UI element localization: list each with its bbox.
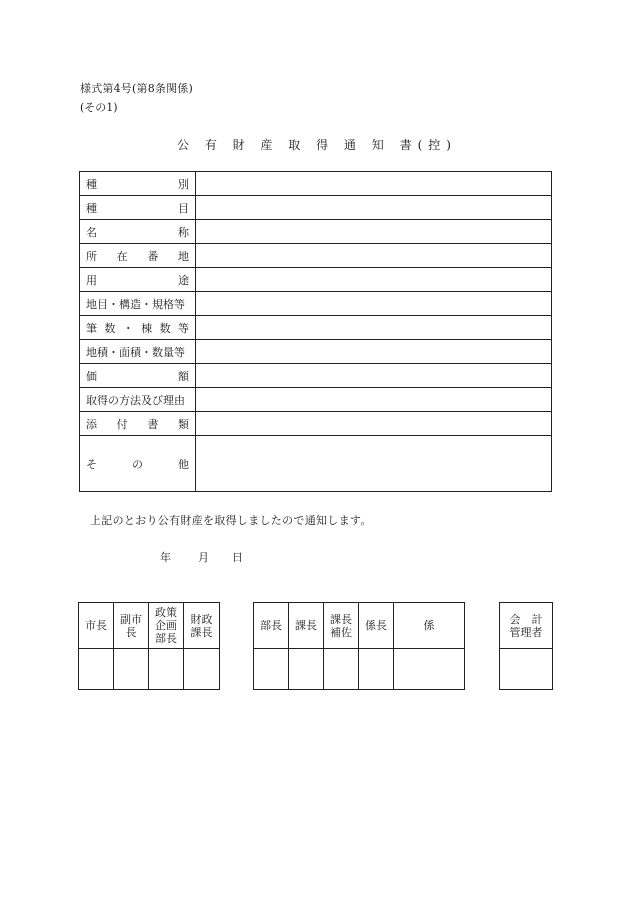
stamp-box[interactable] — [359, 649, 394, 690]
row-value-cell[interactable] — [196, 268, 552, 292]
stamp-header-line: 課長 — [295, 619, 317, 632]
row-label — [80, 292, 196, 316]
stamp-header-line: 政策 — [155, 606, 177, 619]
row-label-char: の — [132, 457, 143, 471]
table-row — [80, 436, 552, 492]
table-row — [80, 268, 552, 292]
row-value-cell[interactable] — [196, 196, 552, 220]
row-label-char: 書 — [147, 417, 159, 431]
row-label — [80, 412, 196, 436]
stamp-box[interactable] — [79, 649, 114, 690]
table-row — [80, 220, 552, 244]
table-row — [80, 364, 552, 388]
row-label — [80, 220, 196, 244]
stamp-header-line: 補佐 — [330, 625, 352, 639]
row-label-char: 数 — [159, 321, 171, 335]
table-row — [80, 292, 552, 316]
stamp-box[interactable] — [324, 649, 359, 690]
stamp-header-line: 長 — [125, 625, 137, 639]
row-label-char: 額 — [178, 369, 189, 383]
row-label-char: 用 — [86, 273, 97, 287]
stamp-header-line: 部長 — [155, 632, 177, 645]
stamp-header-line: 係 — [423, 619, 435, 632]
row-label — [80, 388, 196, 412]
stamp-header-line: 部長 — [260, 619, 282, 632]
stamp-header — [394, 603, 465, 649]
row-label-char: ・ — [122, 321, 134, 335]
row-label — [80, 340, 196, 364]
table-row — [80, 196, 552, 220]
stamp-box[interactable] — [114, 649, 149, 690]
row-label-char: 類 — [177, 417, 189, 431]
stamp-header-line: 管理者 — [509, 625, 543, 639]
table-row — [80, 316, 552, 340]
table-row — [80, 412, 552, 436]
row-value-cell[interactable] — [196, 412, 552, 436]
stamp-header-line: 課長 — [190, 625, 213, 639]
approval-stamp-group-mayor — [78, 602, 220, 690]
row-label-char: 在 — [116, 249, 128, 263]
row-label-char: 目 — [178, 201, 189, 215]
stamp-box[interactable] — [184, 649, 220, 690]
row-label — [80, 196, 196, 220]
stamp-header — [79, 603, 114, 649]
stamp-header — [149, 603, 184, 649]
row-label-char: 別 — [178, 177, 189, 191]
stamp-box[interactable] — [500, 649, 553, 690]
row-label-char: そ — [86, 457, 97, 471]
stamp-box[interactable] — [149, 649, 184, 690]
row-label-char: 途 — [178, 273, 189, 287]
stamp-header — [359, 603, 394, 649]
row-label-char: 筆 — [86, 321, 97, 335]
stamp-box[interactable] — [254, 649, 289, 690]
row-label-char: 番 — [147, 249, 159, 263]
row-value-cell[interactable] — [196, 220, 552, 244]
row-value-cell[interactable] — [196, 364, 552, 388]
row-value-cell[interactable] — [196, 316, 552, 340]
table-row — [80, 244, 552, 268]
stamp-header-line: 市長 — [85, 619, 107, 632]
approval-stamp-group-accounting — [499, 602, 553, 690]
row-label-char: 種 — [86, 177, 97, 191]
row-value-cell[interactable] — [196, 292, 552, 316]
row-label-char: 名 — [86, 225, 97, 239]
row-label-char: 称 — [178, 225, 189, 239]
stamp-header — [184, 603, 220, 649]
row-value-cell[interactable] — [196, 244, 552, 268]
row-label-char: 添 — [86, 417, 97, 431]
date-month-label: 月 — [198, 551, 209, 564]
row-label-char: 等 — [177, 321, 189, 335]
row-label — [80, 316, 196, 340]
date-year-label: 年 — [160, 551, 171, 564]
row-label-char: 他 — [178, 457, 189, 471]
row-value-cell[interactable] — [196, 436, 552, 492]
table-row — [80, 388, 552, 412]
row-label-char: 所 — [86, 249, 97, 263]
approval-stamp-group-department — [253, 602, 465, 690]
row-label-char: 地目・構造・規格等 — [86, 297, 185, 311]
table-row — [80, 340, 552, 364]
document-title: 公 有 財 産 取 得 通 知 書(控) — [177, 138, 457, 152]
form-number: 様式第4号(第8条関係) — [80, 82, 193, 95]
stamp-header-line: 財政 — [190, 612, 213, 626]
row-value-cell[interactable] — [196, 172, 552, 196]
stamp-header — [254, 603, 289, 649]
date-day-label: 日 — [232, 551, 243, 564]
stamp-box[interactable] — [289, 649, 324, 690]
stamp-header-line: 会 計 — [509, 612, 543, 626]
stamp-header-line: 副市 — [120, 612, 142, 626]
stamp-header-line: 課長 — [330, 612, 352, 626]
stamp-header — [324, 603, 359, 649]
row-label — [80, 244, 196, 268]
stamp-header — [114, 603, 149, 649]
row-label — [80, 268, 196, 292]
table-row — [80, 172, 552, 196]
row-label-char: 価 — [86, 369, 97, 383]
row-label-char: 取得の方法及び理由 — [86, 393, 185, 407]
row-label-char: 地積・面積・数量等 — [86, 345, 185, 359]
row-label-char: 付 — [116, 417, 128, 431]
notification-statement: 上記のとおり公有財産を取得しましたので通知します。 — [90, 514, 372, 527]
row-label-char: 棟 — [141, 321, 153, 335]
stamp-header-line: 企画 — [155, 619, 177, 632]
form-subnumber: (その1) — [80, 101, 118, 114]
row-label — [80, 436, 196, 492]
row-value-cell[interactable] — [196, 340, 552, 364]
property-table — [79, 171, 552, 492]
row-label-char: 地 — [177, 249, 189, 263]
row-label-char: 数 — [104, 321, 116, 335]
stamp-header — [500, 603, 553, 649]
row-label-char: 種 — [86, 201, 97, 215]
row-label — [80, 172, 196, 196]
stamp-header-line: 係長 — [365, 619, 387, 632]
stamp-box[interactable] — [394, 649, 465, 690]
row-label — [80, 364, 196, 388]
stamp-header — [289, 603, 324, 649]
row-value-cell[interactable] — [196, 388, 552, 412]
